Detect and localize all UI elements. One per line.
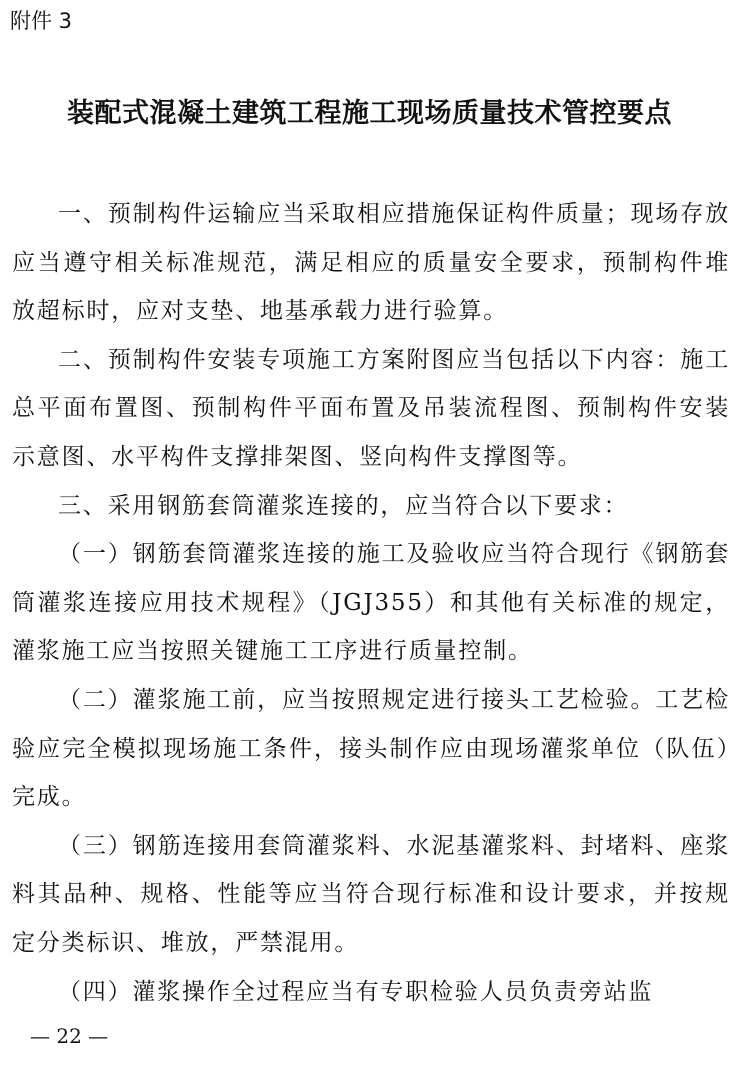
- document-body: [12, 190, 730, 1016]
- attachment-label: 附件 3: [10, 9, 73, 33]
- page-number: — 22 —: [30, 1024, 109, 1048]
- document-title: 装配式混凝土建筑工程施工现场质量技术管控要点: [67, 98, 672, 129]
- paragraph-installation-plan: 二、预制构件安装专项施工方案附图应当包括以下内容：施工总平面布置图、预制构件平面布置及吊装流程图、预制构件安装示意图、水平构件支撑排架图、竖向构件支撑图等。: [12, 346, 730, 470]
- paragraph-transport-storage: 一、预制构件运输应当采取相应措施保证构件质量；现场存放应当遵守相关标准规范，满足相应的质量安全要求，预制构件堆放超标时，应对支垫、地基承载力进行验算。: [12, 201, 730, 325]
- paragraph-item-3: （三）钢筋连接用套筒灌浆料、水泥基灌浆料、封堵料、座浆料其品种、规格、性能等应当符合现行标准和设计要求，并按规定分类标识、堆放，严禁混用。: [12, 832, 730, 956]
- paragraph-item-4: （四）灌浆操作全过程应当有专职检验人员负责旁站监: [58, 978, 654, 1005]
- paragraph-grouting-requirements: 三、采用钢筋套筒灌浆连接的，应当符合以下要求：: [58, 492, 629, 519]
- paragraph-item-1: （一）钢筋套筒灌浆连接的施工及验收应当符合现行《钢筋套筒灌浆连接应用技术规程》（JGJ355）和其他有关标准的规定，灌浆施工应当按照关键施工工序进行质量控制。: [12, 541, 730, 665]
- paragraph-item-2: （二）灌浆施工前，应当按照规定进行接头工艺检验。工艺检验应完全模拟现场施工条件，接头制作应由现场灌浆单位（队伍）完成。: [12, 686, 730, 811]
